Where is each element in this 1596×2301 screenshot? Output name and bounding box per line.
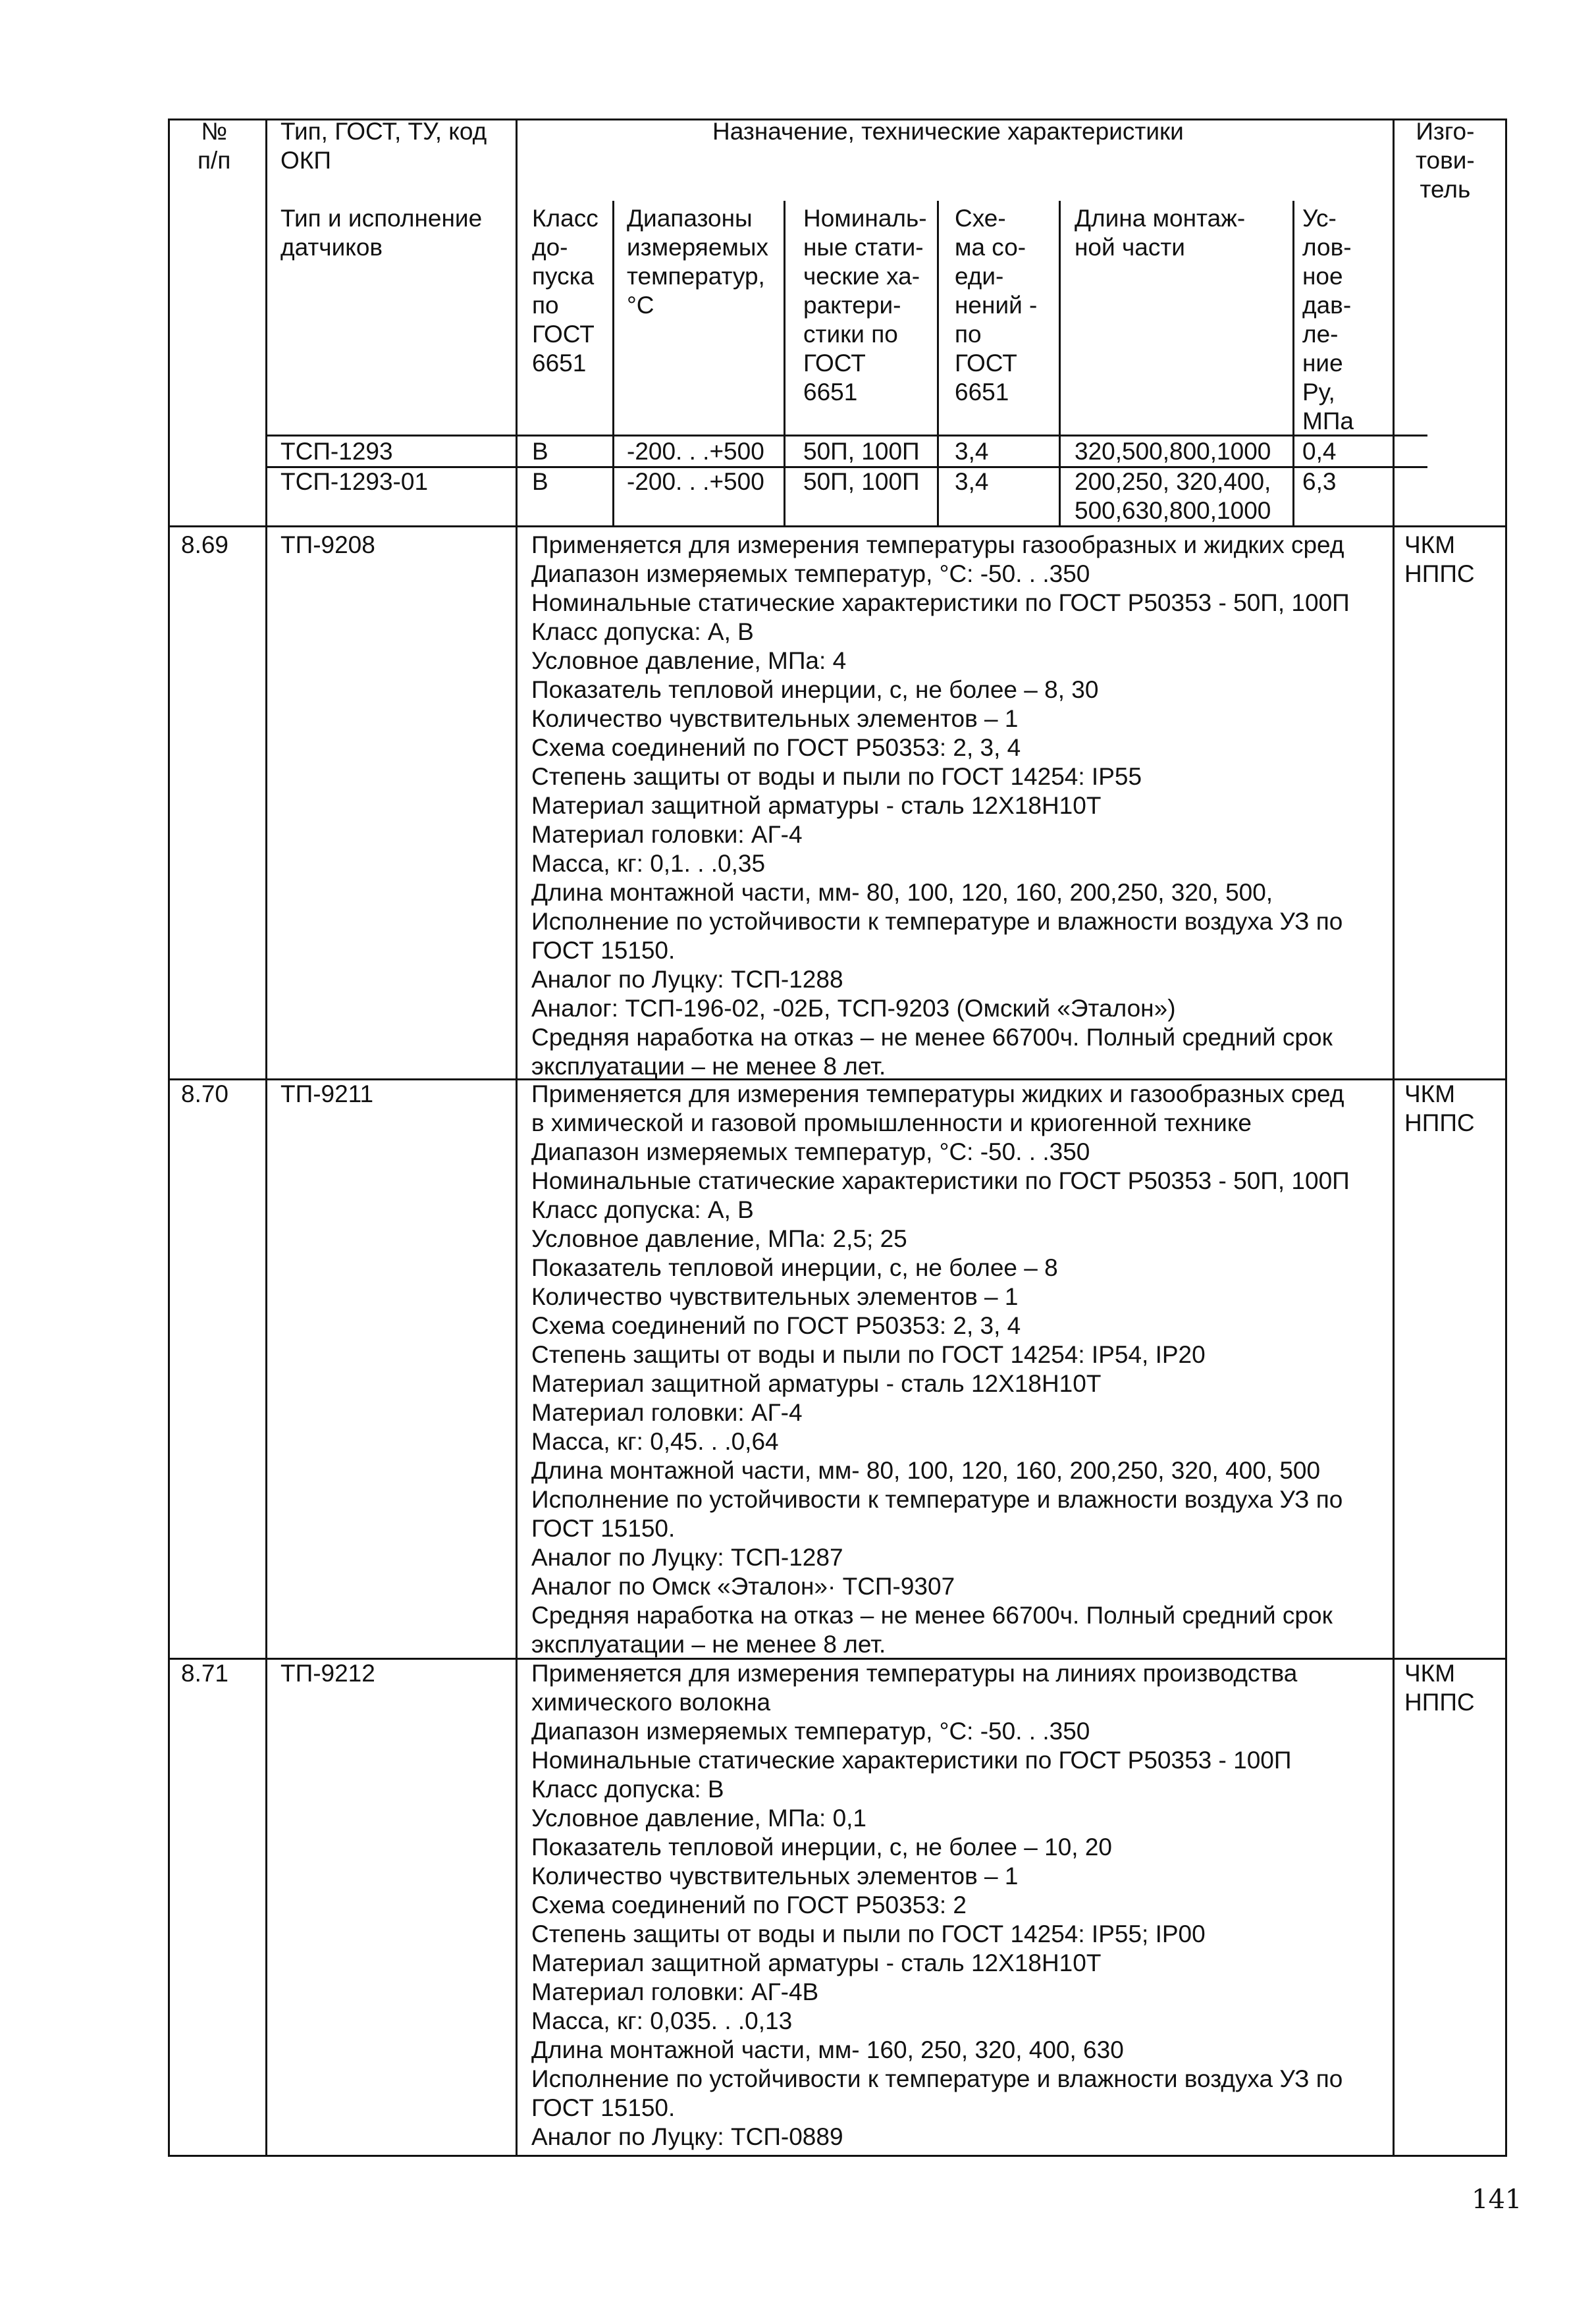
row-869-top-rule	[168, 525, 1507, 527]
description-line: Применяется для измерения температуры газообразных и жидких сред	[531, 531, 1344, 558]
description-line: Условное давление, МПа: 4	[531, 647, 847, 674]
description-line: Показатель тепловой инерции, с, не более – 8, 30	[531, 676, 1099, 703]
col-divider-purpose	[516, 119, 518, 2157]
description-line: в химической и газовой промышленности и криогенной технике	[531, 1109, 1252, 1136]
description-line: Класс допуска: А, В	[531, 618, 754, 645]
description-line: Количество чувствительных элементов – 1	[531, 1863, 1019, 1890]
description-line: Условное давление, МПа: 2,5; 25	[531, 1225, 907, 1252]
header-num: № п/п	[198, 118, 231, 174]
item-871-maker: ЧКМ НППС	[1404, 1660, 1475, 1716]
description-line: Применяется для измерения температуры на линиях производства	[531, 1660, 1298, 1687]
subcol-divider-scheme	[937, 201, 939, 525]
subheader-range: Диапазоны измеряемых температур, °С	[627, 205, 768, 319]
description-line: Длина монтажной части, мм- 80, 100, 120, 160, 200,250, 320, 400, 500	[531, 1457, 1321, 1484]
item-870-maker: ЧКМ НППС	[1404, 1080, 1475, 1136]
header-maker: Изго- тови- тель	[1416, 118, 1475, 203]
description-line: Условное давление, МПа: 0,1	[531, 1805, 867, 1832]
col-divider-type	[265, 119, 267, 2157]
description-line: Номинальные статические характеристики по ГОСТ Р50353 - 50П, 100П	[531, 1167, 1350, 1194]
spec-row-2-name: ТСП-1293-01	[280, 468, 429, 495]
spec-row-1-class: В	[532, 438, 548, 465]
description-line: ГОСТ 15150.	[531, 937, 676, 964]
item-871-description	[531, 1659, 1381, 2152]
description-line: химического волокна	[531, 1689, 771, 1716]
item-869-type: ТП-9208	[280, 531, 375, 558]
description-line: Степень защиты от воды и пыли по ГОСТ 14254: IP55	[531, 763, 1142, 790]
item-869-num: 8.69	[181, 531, 229, 558]
subheader-scheme: Схе- ма со- еди- нений - по ГОСТ 6651	[955, 205, 1038, 406]
description-line: Схема соединений по ГОСТ Р50353: 2, 3, 4	[531, 1312, 1021, 1339]
item-870-type: ТП-9211	[280, 1080, 374, 1107]
item-871-type: ТП-9212	[280, 1660, 375, 1687]
spec-row-2-scheme: 3,4	[955, 468, 989, 495]
description-line: Исполнение по устойчивости к температуре и влажности воздуха УЗ по	[531, 1486, 1343, 1513]
description-line: Средняя наработка на отказ – не менее 66700ч. Полный средний срок	[531, 1602, 1333, 1629]
description-line: Длина монтажной части, мм- 160, 250, 320, 400, 630	[531, 2036, 1124, 2063]
header-type: Тип, ГОСТ, ТУ, код ОКП	[280, 118, 487, 174]
subcol-divider-length	[1059, 201, 1061, 525]
description-line: Аналог по Луцку: ТСП-1287	[531, 1544, 843, 1571]
description-line: ГОСТ 15150.	[531, 1515, 676, 1542]
description-line: Класс допуска: В	[531, 1776, 724, 1803]
description-line: Материал головки: АГ-4В	[531, 1978, 819, 2005]
spec-row-1-pressure: 0,4	[1302, 438, 1337, 465]
header-bottom-rule	[265, 435, 1427, 436]
description-line: Класс допуска: А, В	[531, 1196, 754, 1223]
description-line: Номинальные статические характеристики по ГОСТ Р50353 - 100П	[531, 1747, 1292, 1774]
description-line: Схема соединений по ГОСТ Р50353: 2	[531, 1891, 967, 1918]
col-divider-maker	[1393, 119, 1395, 2157]
description-line: Аналог по Луцку: ТСП-1288	[531, 966, 843, 993]
description-line: ГОСТ 15150.	[531, 2094, 676, 2121]
spec-row-1-length: 320,500,800,1000	[1075, 438, 1271, 465]
description-line: Исполнение по устойчивости к температуре и влажности воздуха УЗ по	[531, 2065, 1343, 2092]
header-type-sub: Тип и исполнение датчиков	[280, 205, 483, 261]
item-869-description	[531, 531, 1381, 1081]
description-line: Схема соединений по ГОСТ Р50353: 2, 3, 4	[531, 734, 1021, 761]
description-line: эксплуатации – не менее 8 лет.	[531, 1631, 886, 1658]
description-line: Материал защитной арматуры - сталь 12Х18Н10Т	[531, 1949, 1102, 1976]
description-line: Средняя наработка на отказ – не менее 66700ч. Полный средний срок	[531, 1024, 1333, 1051]
description-line: Аналог по Луцку: ТСП-0889	[531, 2123, 843, 2150]
subheader-class: Класс до- пуска по ГОСТ 6651	[532, 205, 598, 377]
spec-row-2-class: В	[532, 468, 548, 495]
description-line: Длина монтажной части, мм- 80, 100, 120, 160, 200,250, 320, 500,	[531, 879, 1273, 906]
description-line: Показатель тепловой инерции, с, не более – 10, 20	[531, 1834, 1112, 1861]
table-bottom-border	[168, 2155, 1507, 2157]
subcol-divider-pressure	[1292, 201, 1294, 525]
description-line: Номинальные статические характеристики по ГОСТ Р50353 - 50П, 100П	[531, 589, 1350, 616]
description-line: Применяется для измерения температуры жидких и газообразных сред	[531, 1080, 1344, 1107]
description-line: эксплуатации – не менее 8 лет.	[531, 1053, 886, 1080]
item-869-maker: ЧКМ НППС	[1404, 531, 1475, 587]
spec-row-2-pressure: 6,3	[1302, 468, 1337, 495]
subcol-divider-range	[612, 201, 614, 525]
subcol-divider-nsh	[784, 201, 785, 525]
spec-row-2-nsh: 50П, 100П	[803, 468, 920, 495]
table-right-border	[1505, 119, 1507, 2157]
spec-row-2-length: 200,250, 320,400, 500,630,800,1000	[1075, 468, 1271, 524]
spec-row-1-range: -200. . .+500	[627, 438, 764, 465]
description-line: Диапазон измеряемых температур, °С: -50. . .350	[531, 1718, 1090, 1745]
spec-row-1-name: ТСП-1293	[280, 438, 393, 465]
description-line: Масса, кг: 0,1. . .0,35	[531, 850, 766, 877]
description-line: Материал защитной арматуры - сталь 12Х18Н10Т	[531, 792, 1102, 819]
description-line: Аналог по Омск «Эталон»· ТСП-9307	[531, 1573, 955, 1600]
spec-row-1-scheme: 3,4	[955, 438, 989, 465]
description-line: Степень защиты от воды и пыли по ГОСТ 14254: IP55; IP00	[531, 1920, 1206, 1947]
description-line: Диапазон измеряемых температур, °С: -50. . .350	[531, 560, 1090, 587]
item-870-description	[531, 1080, 1381, 1659]
description-line: Материал защитной арматуры - сталь 12Х18Н10Т	[531, 1370, 1102, 1397]
subheader-nsh: Номиналь- ные стати- ческие ха- рактери- стики по ГОСТ 6651	[803, 205, 927, 406]
header-purpose: Назначение, технические характеристики	[712, 118, 1184, 145]
description-line: Масса, кг: 0,035. . .0,13	[531, 2007, 793, 2034]
description-line: Исполнение по устойчивости к температуре и влажности воздуха УЗ по	[531, 908, 1343, 935]
table-left-border	[168, 119, 170, 2157]
subheader-length: Длина монтаж- ной части	[1075, 205, 1246, 261]
description-line: Количество чувствительных элементов – 1	[531, 1283, 1019, 1310]
description-line: Материал головки: АГ-4	[531, 1399, 803, 1426]
description-line: Показатель тепловой инерции, с, не более – 8	[531, 1254, 1058, 1281]
description-line: Степень защиты от воды и пыли по ГОСТ 14254: IP54, IP20	[531, 1341, 1206, 1368]
description-line: Материал головки: АГ-4	[531, 821, 803, 848]
description-line: Аналог: ТСП-196-02, -02Б, ТСП-9203 (Омский «Эталон»)	[531, 995, 1176, 1022]
description-line: Диапазон измеряемых температур, °С: -50. . .350	[531, 1138, 1090, 1165]
page-number: 141	[1472, 2184, 1522, 2215]
item-871-num: 8.71	[181, 1660, 229, 1687]
spec-row-1-nsh: 50П, 100П	[803, 438, 920, 465]
spec-row-2-range: -200. . .+500	[627, 468, 764, 495]
item-870-num: 8.70	[181, 1080, 229, 1107]
description-line: Масса, кг: 0,45. . .0,64	[531, 1428, 779, 1455]
description-line: Количество чувствительных элементов – 1	[531, 705, 1019, 732]
subheader-pressure: Ус- лов- ное дав- ле- ние Ру, МПа	[1302, 205, 1354, 435]
